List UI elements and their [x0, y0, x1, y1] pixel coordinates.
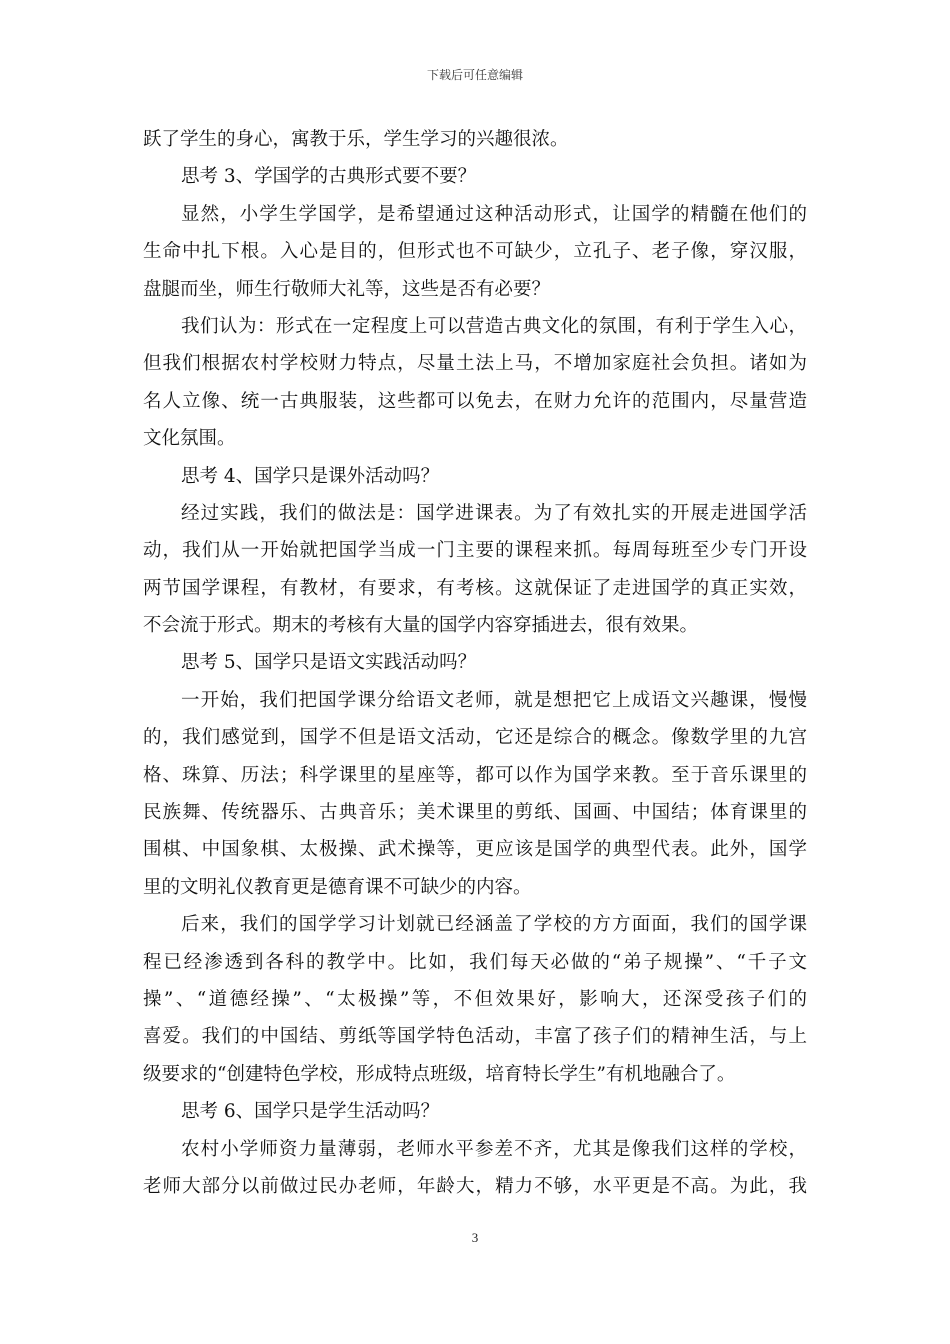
text-line: 不会流于形式。期末的考核有大量的国学内容穿插进去，很有效果。: [143, 615, 699, 637]
text-line: 农村小学师资力量薄弱，老师水平参差不齐，尤其是像我们这样的学校，: [181, 1138, 807, 1160]
text-line: 两节国学课程，有教材，有要求，有考核。这就保证了走进国学的真正实效，: [143, 577, 807, 599]
section-heading: 思考 6、国学只是学生活动吗？: [181, 1101, 440, 1123]
text-line: 我们认为：形式在一定程度上可以营造古典文化的氛围，有利于学生入心，: [181, 315, 807, 337]
text-line: 显然，小学生学国学，是希望通过这种活动形式，让国学的精髓在他们的: [181, 203, 807, 225]
text-line: 生命中扎下根。入心是目的，但形式也不可缺少，立孔子、老子像，穿汉服，: [143, 241, 807, 263]
section-heading: 思考 3、学国学的古典形式要不要？: [181, 166, 477, 188]
text-line: 文化氛围。: [143, 428, 236, 450]
text-line: 的，我们感觉到，国学不但是语文活动，它还是综合的概念。像数学里的九宫: [143, 727, 807, 749]
text-line: 动，我们从一开始就把国学当成一门主要的课程来抓。每周每班至少专门开设: [143, 540, 807, 562]
section-heading: 思考 5、国学只是语文实践活动吗？: [181, 652, 477, 674]
text-line: 经过实践，我们的做法是：国学进课表。为了有效扎实的开展走进国学活: [181, 502, 807, 524]
page-header: 下载后可任意编辑: [426, 68, 523, 82]
text-line: 跃了学生的身心，寓教于乐，学生学习的兴趣很浓。: [143, 129, 569, 150]
text-line: 操”、“道德经操”、“太极操”等，不但效果好，影响大，还深受孩子们的: [143, 988, 807, 1010]
text-line: 喜爱。我们的中国结、剪纸等国学特色活动，丰富了孩子们的精神生活，与上: [143, 1026, 807, 1048]
text-line: 名人立像、统一古典服装，这些都可以免去，在财力允许的范围内，尽量营造: [143, 390, 807, 412]
text-line: 盘腿而坐，师生行敬师大礼等，这些是否有必要？: [143, 278, 551, 300]
text-line: 程已经渗透到各科的教学中。比如，我们每天必做的“弟子规操”、“千子文: [143, 951, 807, 973]
text-line: 里的文明礼仪教育更是德育课不可缺少的内容。: [143, 876, 532, 898]
text-line: 后来，我们的国学学习计划就已经涵盖了学校的方方面面，我们的国学课: [181, 914, 807, 936]
text-line: 围棋、中国象棋、太极操、武术操等，更应该是国学的典型代表。此外，国学: [143, 839, 807, 861]
text-line: 一开始，我们把国学课分给语文老师，就是想把它上成语文兴趣课，慢慢: [181, 689, 807, 711]
document-body: [143, 121, 807, 1205]
text-line: 但我们根据农村学校财力特点，尽量土法上马，不增加家庭社会负担。诸如为: [143, 353, 807, 375]
text-line: 格、珠算、历法；科学课里的星座等，都可以作为国学来教。至于音乐课里的: [143, 764, 807, 786]
section-heading: 思考 4、国学只是课外活动吗？: [181, 465, 440, 487]
page-number: 3: [471, 1230, 479, 1245]
text-line: 民族舞、传统器乐、古典音乐；美术课里的剪纸、国画、中国结；体育课里的: [143, 802, 807, 824]
text-line: 老师大部分以前做过民办老师，年龄大，精力不够，水平更是不高。为此，我: [143, 1175, 807, 1197]
text-line: 级要求的“创建特色学校，形成特点班级，培育特长学生”有机地融合了。: [143, 1063, 736, 1085]
